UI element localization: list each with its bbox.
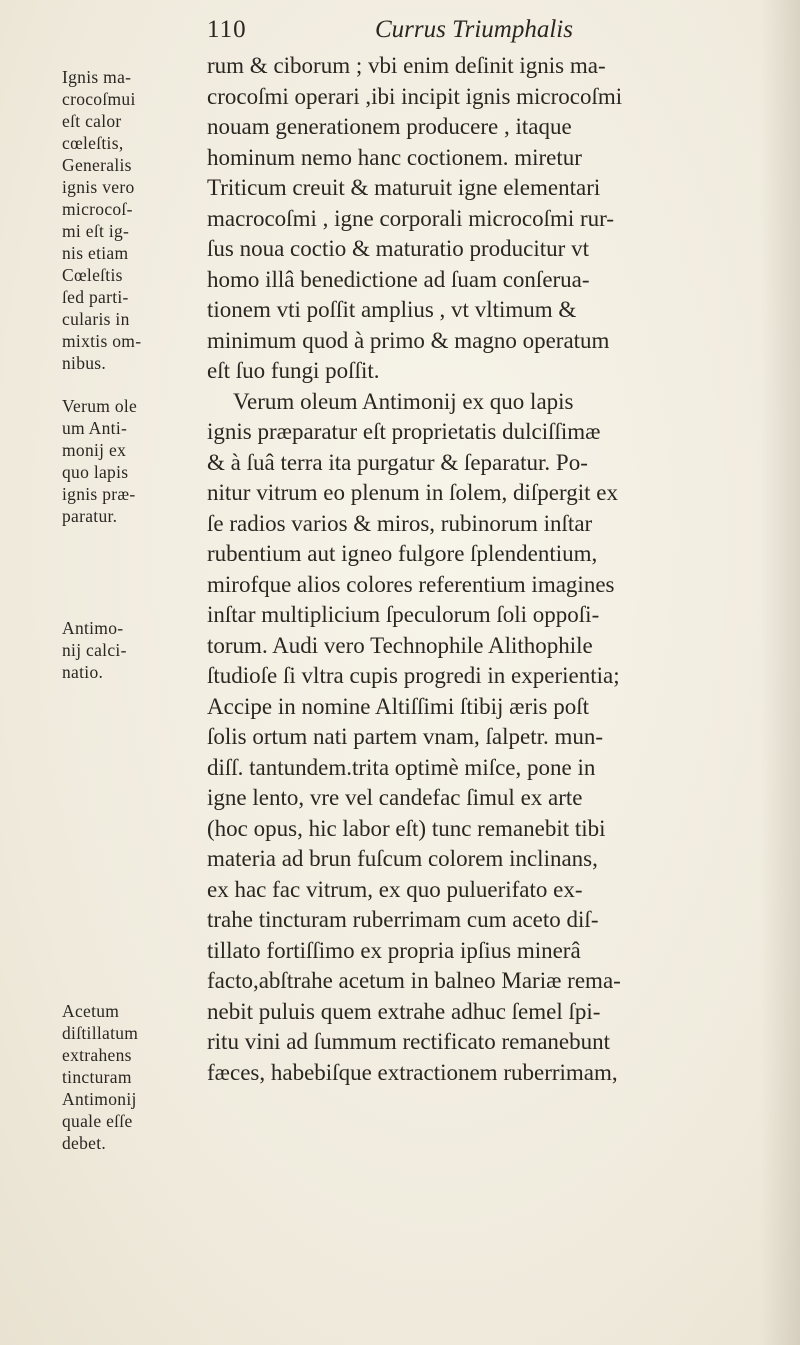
text-line: rum & ciborum ; vbi enim deſinit ignis ma- bbox=[207, 53, 606, 78]
text-line: ritu vini ad ſummum rectificato remanebunt bbox=[207, 1029, 611, 1054]
margin-note-line: Antimo- bbox=[62, 618, 124, 638]
text-line: materia ad brun fuſcum colorem inclinans, bbox=[207, 846, 598, 871]
margin-note-line: nij calci- bbox=[62, 640, 127, 660]
text-line: inſtar multiplicium ſpeculorum ſoli oppoſi- bbox=[207, 602, 600, 627]
text-line: mirofque alios colores referentium imagines bbox=[207, 571, 615, 597]
page-number: 110 bbox=[207, 16, 247, 43]
margin-note-line: microcoſ- bbox=[62, 199, 133, 219]
text-line: crocoſmi operari ,ibi incipit ignis microcoſmi bbox=[207, 83, 623, 109]
text-line: hominum nemo hanc coctionem. miretur bbox=[207, 144, 582, 170]
margin-note-line: diſtillatum bbox=[62, 1023, 139, 1043]
text-line: minimum quod à primo & magno operatum bbox=[207, 327, 610, 353]
text-line: homo illâ benedictione ad ſuam conſerua- bbox=[207, 266, 590, 292]
margin-note-line: um Anti- bbox=[62, 418, 128, 438]
text-line: ex hac fac vitrum, ex quo puluerifato ex- bbox=[207, 876, 583, 902]
text-line: ſolis ortum nati partem vnam, ſalpetr. mun- bbox=[207, 724, 604, 749]
margin-note-line: paratur. bbox=[62, 506, 118, 526]
text-line: tionem vti poſſit amplius , vt vltimum & bbox=[207, 297, 577, 322]
text-line: Accipe in nomine Altiſſimi ſtibij æris poſt bbox=[207, 693, 590, 719]
margin-note-line: natio. bbox=[62, 662, 104, 682]
text-line: ignis præparatur eſt proprietatis dulciſſimæ bbox=[207, 419, 601, 444]
margin-note-line: extrahens bbox=[62, 1045, 132, 1065]
margin-note-line: ignis vero bbox=[62, 177, 135, 197]
text-line: macrocoſmi , igne corporali microcoſmi rur- bbox=[207, 205, 615, 231]
margin-note-line: Antimonij bbox=[62, 1089, 137, 1109]
text-line: ſtudioſe ſi vltra cupis progredi in experientia; bbox=[207, 663, 620, 688]
margin-note-verum bbox=[62, 395, 200, 527]
margin-note-line: ignis præ- bbox=[62, 484, 136, 504]
text-line: fæces, habebiſque extractionem ruberrimam, bbox=[207, 1059, 618, 1085]
page-header bbox=[207, 14, 767, 52]
margin-note-line: quale eſſe bbox=[62, 1111, 133, 1131]
text-line: ſus noua coctio & maturatio producitur vt bbox=[207, 236, 589, 261]
text-line: (hoc opus, hic labor eſt) tunc remanebit tibi bbox=[207, 815, 606, 841]
text-line: ſe radios varios & miros, rubinorum inſtar bbox=[207, 510, 593, 536]
margin-note-line: mi eſt ig- bbox=[62, 221, 130, 241]
text-line: rubentium aut igneo fulgore ſplendentium, bbox=[207, 541, 598, 566]
text-line: facto,abſtrahe acetum in balneo Mariæ rema- bbox=[207, 968, 621, 993]
margin-note-line: Ignis ma- bbox=[62, 67, 132, 87]
body-text bbox=[207, 51, 782, 1088]
margin-note-line: ſed parti- bbox=[62, 287, 129, 307]
margin-note-line: monij ex bbox=[62, 440, 127, 460]
margin-note-line: cœleſtis, bbox=[62, 133, 124, 153]
text-line: nouam generationem producere , itaque bbox=[207, 114, 572, 139]
margin-note-line: nis etiam bbox=[62, 243, 129, 263]
margin-notes-column bbox=[0, 0, 200, 1345]
text-line: torum. Audi vero Technophile Alithophile bbox=[207, 632, 593, 658]
margin-note-line: crocoſmui bbox=[62, 89, 136, 109]
text-line: diſſ. tantundem.trita optimè miſce, pone in bbox=[207, 754, 596, 780]
text-line: Triticum creuit & maturuit igne elementari bbox=[207, 175, 601, 200]
text-line: nebit puluis quem extrahe adhuc ſemel ſpi- bbox=[207, 998, 601, 1024]
margin-note-line: Acetum bbox=[62, 1001, 120, 1021]
text-line: tillato fortiſſimo ex propria ipſius minerâ bbox=[207, 937, 581, 963]
margin-note-acetum bbox=[62, 1000, 200, 1154]
text-line: Verum oleum Antimonij ex quo lapis bbox=[233, 388, 574, 414]
margin-note-line: cularis in bbox=[62, 309, 130, 329]
running-title: Currus Triumphalis bbox=[375, 16, 573, 43]
margin-note-line: Cœleſtis bbox=[62, 265, 123, 285]
margin-note-line: mixtis om- bbox=[62, 331, 142, 351]
margin-note-line: quo lapis bbox=[62, 462, 129, 482]
margin-note-line: nibus. bbox=[62, 353, 107, 373]
margin-note-line: Generalis bbox=[62, 155, 132, 175]
margin-note-line: Verum ole bbox=[62, 396, 138, 416]
text-line: nitur vitrum eo plenum in ſolem, diſpergit ex bbox=[207, 480, 618, 505]
margin-note-ignis bbox=[62, 66, 200, 374]
text-line: igne lento, vre vel candefac ſimul ex arte bbox=[207, 785, 583, 810]
text-line: eſt ſuo fungi poſſit. bbox=[207, 358, 380, 383]
margin-note-line: eſt calor bbox=[62, 111, 122, 131]
margin-note-line: debet. bbox=[62, 1133, 107, 1153]
text-line: trahe tincturam ruberrimam cum aceto diſ- bbox=[207, 907, 599, 932]
margin-note-line: tincturam bbox=[62, 1067, 132, 1087]
margin-note-antimonii bbox=[62, 617, 200, 683]
text-line: & à ſuâ terra ita purgatur & ſeparatur. Po- bbox=[207, 449, 588, 475]
